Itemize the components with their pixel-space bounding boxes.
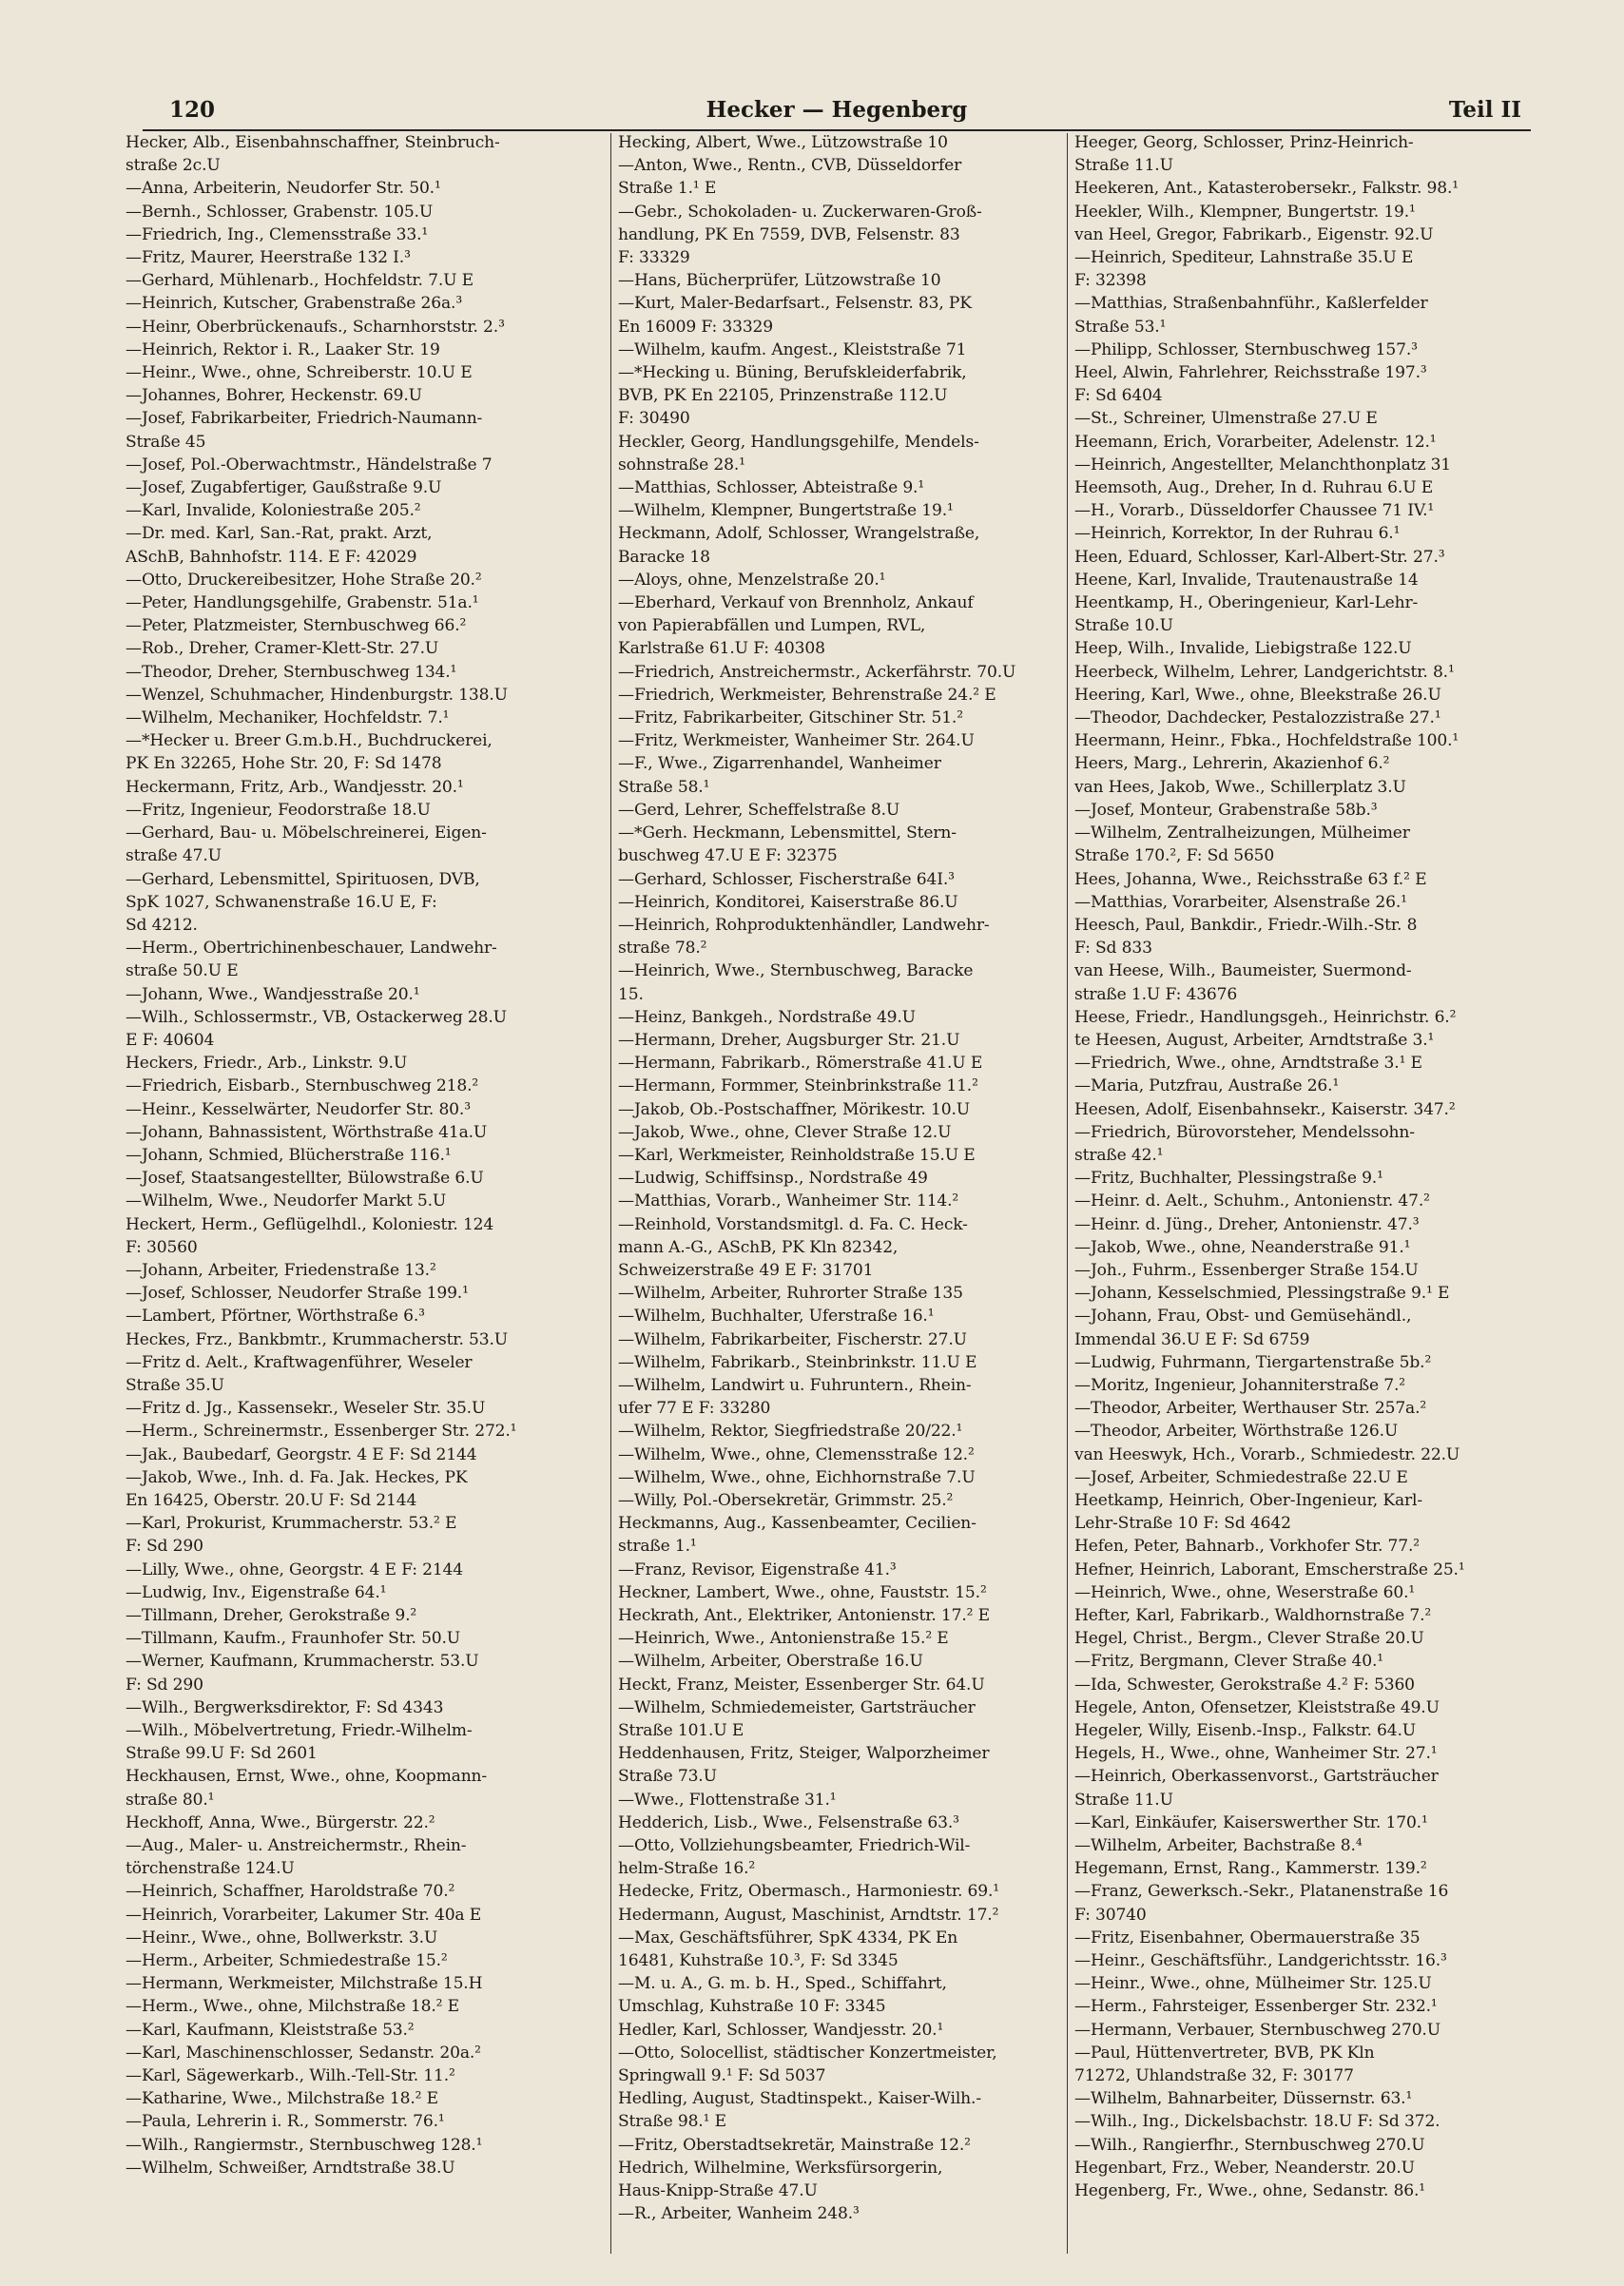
- directory-entry: Hegel, Christ., Bergm., Clever Straße 20.U: [1074, 1629, 1424, 1649]
- directory-entry: —Matthias, Vorarbeiter, Alsenstraße 26.¹: [1074, 892, 1407, 912]
- directory-entry: 71272, Uhlandstraße 32, F: 30177: [1074, 2066, 1354, 2086]
- directory-entry: —Hermann, Dreher, Augsburger Str. 21.U: [618, 1030, 960, 1050]
- directory-entry: —Heinr., Geschäftsführ., Landgerichtsstr. 16.³: [1074, 1951, 1447, 1971]
- directory-entry: —Jak., Baubedarf, Georgstr. 4 E F: Sd 2144: [126, 1444, 477, 1464]
- directory-entry: Umschlag, Kuhstraße 10 F: 3345: [618, 1997, 886, 2017]
- directory-entry: —Johann, Frau, Obst- und Gemüsehändl.,: [1074, 1307, 1412, 1327]
- directory-entry: Hegeler, Willy, Eisenb.-Insp., Falkstr. 64.U: [1074, 1721, 1417, 1741]
- column-1: [126, 131, 597, 2179]
- directory-entry: —Bernh., Schlosser, Grabenstr. 105.U: [126, 202, 434, 222]
- directory-entry: —Fritz d. Aelt., Kraftwagenführer, Weseler: [126, 1352, 473, 1372]
- directory-entry: —Wilhelm, Bahnarbeiter, Düssernstr. 63.¹: [1074, 2089, 1413, 2109]
- directory-entry: —Anna, Arbeiterin, Neudorfer Str. 50.¹: [126, 179, 441, 199]
- directory-entry: F: Sd 290: [126, 1537, 203, 1557]
- directory-entry: Hedrich, Wilhelmine, Werksfürsorgerin,: [618, 2158, 943, 2178]
- directory-entry: Heering, Karl, Wwe., ohne, Bleekstraße 26.U: [1074, 685, 1441, 705]
- directory-entry: Sd 4212.: [126, 915, 198, 935]
- directory-entry: —Wilhelm, Buchhalter, Uferstraße 16.¹: [618, 1307, 935, 1327]
- directory-entry: —Wilhelm, Arbeiter, Oberstraße 16.U: [618, 1652, 923, 1672]
- directory-entry: Hegenberg, Fr., Wwe., ohne, Sedanstr. 86.¹: [1074, 2181, 1426, 2201]
- directory-entry: —Gebr., Schokoladen- u. Zuckerwaren-Groß-: [618, 202, 982, 222]
- directory-entry: —R., Arbeiter, Wanheim 248.³: [618, 2204, 860, 2224]
- directory-entry: —Friedrich, Wwe., ohne, Arndtstraße 3.¹ E: [1074, 1054, 1422, 1074]
- directory-entry: —Wilhelm, Zentralheizungen, Mülheimer: [1074, 823, 1410, 843]
- directory-entry: —Wwe., Flottenstraße 31.¹: [618, 1790, 837, 1810]
- directory-entry: —Karl, Kaufmann, Kleiststraße 53.²: [126, 2020, 415, 2040]
- directory-entry: —Matthias, Schlosser, Abteistraße 9.¹: [618, 478, 925, 498]
- directory-entry: —Wilh., Möbelvertretung, Friedr.-Wilhelm-: [126, 1721, 473, 1741]
- directory-entry: Heentkamp, H., Oberingenieur, Karl-Lehr-: [1074, 593, 1419, 613]
- directory-entry: —Wilhelm, Klempner, Bungertstraße 19.¹: [618, 501, 954, 521]
- directory-entry: —Hermann, Verbauer, Sternbuschweg 270.U: [1074, 2020, 1440, 2040]
- directory-entry: Heddenhausen, Fritz, Steiger, Walporzheimer: [618, 1744, 990, 1764]
- directory-entry: —Fritz, Maurer, Heerstraße 132 I.³: [126, 248, 411, 268]
- directory-entry: handlung, PK En 7559, DVB, Felsenstr. 83: [618, 224, 960, 244]
- directory-entry: van Heel, Gregor, Fabrikarb., Eigenstr. 92.U: [1074, 224, 1434, 244]
- directory-entry: Heckert, Herm., Geflügelhdl., Koloniestr. 124: [126, 1214, 494, 1234]
- directory-entry: straße 1.¹: [618, 1537, 697, 1557]
- directory-entry: —Wilh., Ing., Dickelsbachstr. 18.U F: Sd 372.: [1074, 2112, 1440, 2132]
- directory-entry: E F: 40604: [126, 1030, 215, 1050]
- directory-entry: —Johann, Schmied, Blücherstraße 116.¹: [126, 1145, 452, 1165]
- directory-entry: —Rob., Dreher, Cramer-Klett-Str. 27.U: [126, 639, 439, 659]
- directory-entry: F: Sd 290: [126, 1675, 203, 1695]
- directory-entry: —M. u. A., G. m. b. H., Sped., Schiffahrt,: [618, 1974, 947, 1994]
- directory-entry: —Heinr., Wwe., ohne, Mülheimer Str. 125.U: [1074, 1974, 1432, 1994]
- directory-entry: Heckers, Friedr., Arb., Linkstr. 9.U: [126, 1054, 408, 1074]
- directory-entry: —Heinrich, Wwe., ohne, Weserstraße 60.¹: [1074, 1582, 1416, 1602]
- directory-entry: —Werner, Kaufmann, Krummacherstr. 53.U: [126, 1652, 479, 1672]
- directory-entry: Hedderich, Lisb., Wwe., Felsenstraße 63.³: [618, 1812, 959, 1832]
- directory-entry: —Ida, Schwester, Gerokstraße 4.² F: 5360: [1074, 1675, 1415, 1695]
- directory-entry: F: 33329: [618, 248, 690, 268]
- directory-entry: —Heinz, Bankgeh., Nordstraße 49.U: [618, 1007, 916, 1027]
- directory-entry: —H., Vorarb., Düsseldorfer Chaussee 71 IV.¹: [1074, 501, 1435, 521]
- directory-entry: Straße 58.¹: [618, 777, 710, 797]
- directory-entry: —Wilhelm, Rektor, Siegfriedstraße 20/22.¹: [618, 1422, 963, 1442]
- directory-entry: —Friedrich, Werkmeister, Behrenstraße 24.² E: [618, 685, 996, 705]
- directory-entry: —St., Schreiner, Ulmenstraße 27.U E: [1074, 409, 1378, 429]
- directory-entry: —Herm., Arbeiter, Schmiedestraße 15.²: [126, 1951, 448, 1971]
- directory-entry: straße 2c.U: [126, 156, 221, 176]
- directory-entry: van Heese, Wilh., Baumeister, Suermond-: [1074, 961, 1412, 981]
- directory-entry: Heers, Marg., Lehrerin, Akazienhof 6.²: [1074, 754, 1390, 774]
- directory-entry: —Hermann, Formmer, Steinbrinkstraße 11.²: [618, 1076, 978, 1096]
- directory-entry: Hegenbart, Frz., Weber, Neanderstr. 20.U: [1074, 2158, 1415, 2178]
- directory-entry: —Wilhelm, Schweißer, Arndtstraße 38.U: [126, 2158, 455, 2178]
- directory-entry: —Gerhard, Lebensmittel, Spirituosen, DVB,: [126, 869, 480, 889]
- directory-entry: —Johann, Arbeiter, Friedenstraße 13.²: [126, 1260, 436, 1280]
- directory-entry: Heen, Eduard, Schlosser, Karl-Albert-Str. 27.³: [1074, 547, 1445, 567]
- directory-entry: F: Sd 833: [1074, 939, 1152, 959]
- directory-entry: —Friedrich, Bürovorsteher, Mendelssohn-: [1074, 1122, 1415, 1142]
- directory-entry: Heeger, Georg, Schlosser, Prinz-Heinrich-: [1074, 133, 1414, 152]
- directory-entry: —Dr. med. Karl, San.-Rat, prakt. Arzt,: [126, 524, 433, 544]
- directory-entry: Karlstraße 61.U F: 40308: [618, 639, 825, 659]
- directory-entry: —*Gerh. Heckmann, Lebensmittel, Stern-: [618, 823, 957, 843]
- directory-entry: Hegele, Anton, Ofensetzer, Kleiststraße 49.U: [1074, 1697, 1440, 1717]
- column-3: [1074, 131, 1546, 2202]
- directory-entry: —Fritz d. Jg., Kassensekr., Weseler Str. 35.U: [126, 1399, 486, 1419]
- directory-entry: —Wilhelm, Wwe., Neudorfer Markt 5.U: [126, 1191, 447, 1211]
- directory-entry: —Heinrich, Angestellter, Melanchthonplatz 31: [1074, 455, 1452, 475]
- directory-entry: Heckes, Frz., Bankbmtr., Krummacherstr. 53.U: [126, 1329, 509, 1349]
- directory-entry: —Ludwig, Inv., Eigenstraße 64.¹: [126, 1582, 387, 1602]
- directory-entry: te Heesen, August, Arbeiter, Arndtstraße 3.¹: [1074, 1030, 1435, 1050]
- directory-entry: —Peter, Handlungsgehilfe, Grabenstr. 51a.¹: [126, 593, 479, 613]
- directory-entry: —Joh., Fuhrm., Essenberger Straße 154.U: [1074, 1260, 1419, 1280]
- directory-entry: Springwall 9.¹ F: Sd 5037: [618, 2066, 826, 2086]
- directory-entry: —Fritz, Werkmeister, Wanheimer Str. 264.U: [618, 731, 975, 751]
- directory-entry: —Gerhard, Bau- u. Möbelschreinerei, Eigen-: [126, 823, 487, 843]
- directory-entry: —Herm., Fahrsteiger, Essenberger Str. 232.¹: [1074, 1997, 1438, 2017]
- directory-entry: —Willy, Pol.-Obersekretär, Grimmstr. 25.²: [618, 1490, 954, 1510]
- directory-entry: —Heinr. d. Jüng., Dreher, Antonienstr. 47.³: [1074, 1214, 1420, 1234]
- directory-entry: Haus-Knipp-Straße 47.U: [618, 2181, 818, 2201]
- directory-entry: Heemann, Erich, Vorarbeiter, Adelenstr. 12.¹: [1074, 432, 1437, 452]
- directory-entry: —Heinrich, Oberkassenvorst., Gartsträucher: [1074, 1767, 1439, 1787]
- directory-entry: —Hans, Bücherprüfer, Lützowstraße 10: [618, 271, 941, 291]
- directory-entry: —Franz, Revisor, Eigenstraße 41.³: [618, 1560, 897, 1579]
- directory-entry: —Wilhelm, Fabrikarb., Steinbrinkstr. 11.U E: [618, 1352, 977, 1372]
- directory-entry: Heesch, Paul, Bankdir., Friedr.-Wilh.-Str. 8: [1074, 915, 1418, 935]
- directory-entry: —Heinr., Wwe., ohne, Bollwerkstr. 3.U: [126, 1928, 438, 1947]
- directory-entry: —Reinhold, Vorstandsmitgl. d. Fa. C. Heck-: [618, 1214, 968, 1234]
- directory-entry: —Josef, Zugabfertiger, Gaußstraße 9.U: [126, 478, 442, 498]
- directory-entry: —Friedrich, Ing., Clemensstraße 33.¹: [126, 224, 429, 244]
- directory-entry: von Papierabfällen und Lumpen, RVL,: [618, 616, 926, 636]
- directory-entry: —F., Wwe., Zigarrenhandel, Wanheimer: [618, 754, 941, 774]
- directory-entry: straße 47.U: [126, 846, 222, 866]
- directory-entry: ASchB, Bahnhofstr. 114. E F: 42029: [126, 547, 417, 567]
- directory-entry: F: 32398: [1074, 271, 1147, 291]
- directory-entry: —Philipp, Schlosser, Sternbuschweg 157.³: [1074, 339, 1418, 359]
- directory-entry: —Karl, Maschinenschlosser, Sedanstr. 20a.²: [126, 2043, 481, 2063]
- directory-entry: —Josef, Staatsangestellter, Bülowstraße 6.U: [126, 1169, 484, 1189]
- directory-entry: —Wilhelm, Wwe., ohne, Eichhornstraße 7.U: [618, 1467, 976, 1487]
- directory-entry: —Heinrich, Korrektor, In der Ruhrau 6.¹: [1074, 524, 1401, 544]
- directory-entry: Heesen, Adolf, Eisenbahnsekr., Kaiserstr. 347.²: [1074, 1099, 1456, 1119]
- directory-entry: buschweg 47.U E F: 32375: [618, 846, 838, 866]
- directory-entry: Straße 170.², F: Sd 5650: [1074, 846, 1275, 866]
- directory-entry: —Heinrich, Konditorei, Kaiserstraße 86.U: [618, 892, 958, 912]
- directory-entry: —Wilh., Bergwerksdirektor, F: Sd 4343: [126, 1697, 444, 1717]
- directory-entry: Hecking, Albert, Wwe., Lützowstraße 10: [618, 133, 948, 152]
- directory-entry: Heckt, Franz, Meister, Essenberger Str. 64.U: [618, 1675, 985, 1695]
- directory-entry: —Wilhelm, Wwe., ohne, Clemensstraße 12.²: [618, 1444, 975, 1464]
- directory-entry: —Jakob, Wwe., ohne, Clever Straße 12.U: [618, 1122, 952, 1142]
- directory-entry: —Josef, Arbeiter, Schmiedestraße 22.U E: [1074, 1467, 1408, 1487]
- directory-entry: van Hees, Jakob, Wwe., Schillerplatz 3.U: [1074, 777, 1406, 797]
- directory-entry: Straße 1.¹ E: [618, 179, 717, 199]
- directory-entry: —Karl, Sägewerkarb., Wilh.-Tell-Str. 11.²: [126, 2066, 455, 2086]
- directory-entry: —Maria, Putzfrau, Austraße 26.¹: [1074, 1076, 1340, 1096]
- page-header: [143, 91, 1531, 131]
- directory-entry: —Fritz, Ingenieur, Feodorstraße 18.U: [126, 800, 431, 820]
- directory-entry: —Heinrich, Wwe., Antonienstraße 15.² E: [618, 1629, 949, 1649]
- directory-entry: —Theodor, Dreher, Sternbuschweg 134.¹: [126, 662, 457, 682]
- directory-entry: —Otto, Vollziehungsbeamter, Friedrich-Wil-: [618, 1836, 971, 1856]
- directory-entry: —Theodor, Dachdecker, Pestalozzistraße 27.¹: [1074, 708, 1441, 728]
- directory-entry: —Peter, Platzmeister, Sternbuschweg 66.²: [126, 616, 467, 636]
- directory-entry: —Josef, Schlosser, Neudorfer Straße 199.¹: [126, 1284, 469, 1304]
- directory-entry: Straße 99.U F: Sd 2601: [126, 1744, 318, 1764]
- directory-entry: straße 50.U E: [126, 961, 239, 981]
- directory-entry: Heetkamp, Heinrich, Ober-Ingenieur, Karl-: [1074, 1490, 1422, 1510]
- directory-entry: —Matthias, Straßenbahnführ., Kaßlerfelder: [1074, 294, 1428, 314]
- directory-entry: —Ludwig, Schiffsinsp., Nordstraße 49: [618, 1169, 928, 1189]
- directory-entry: —Wilhelm, Fabrikarbeiter, Fischerstr. 27.U: [618, 1329, 967, 1349]
- directory-entry: Straße 35.U: [126, 1375, 224, 1395]
- directory-entry: straße 1.U F: 43676: [1074, 984, 1238, 1004]
- directory-entry: Hedermann, August, Maschinist, Arndtstr. 17.²: [618, 1905, 999, 1925]
- directory-entry: —Fritz, Buchhalter, Plessingstraße 9.¹: [1074, 1169, 1383, 1189]
- directory-entry: Heckhausen, Ernst, Wwe., ohne, Koopmann-: [126, 1767, 488, 1787]
- directory-entry: —Fritz, Oberstadtsekretär, Mainstraße 12.²: [618, 2135, 971, 2155]
- directory-entry: —Heinr, Oberbrückenaufs., Scharnhorststr. 2.³: [126, 317, 505, 337]
- directory-entry: F: 30740: [1074, 1905, 1147, 1925]
- directory-entry: —Heinrich, Spediteur, Lahnstraße 35.U E: [1074, 248, 1414, 268]
- directory-entry: Immendal 36.U E F: Sd 6759: [1074, 1329, 1310, 1349]
- directory-entry: —Johann, Kesselschmied, Plessingstraße 9.¹ E: [1074, 1284, 1450, 1304]
- directory-entry: Hedling, August, Stadtinspekt., Kaiser-Wilh.-: [618, 2089, 981, 2109]
- directory-entry: —Heinrich, Schaffner, Haroldstraße 70.²: [126, 1882, 455, 1902]
- directory-entry: Heckler, Georg, Handlungsgehilfe, Mendels-: [618, 432, 979, 452]
- directory-entry: —Karl, Einkäufer, Kaiserswerther Str. 170.¹: [1074, 1812, 1428, 1832]
- directory-entry: Straße 11.U: [1074, 1790, 1173, 1810]
- directory-entry: Hefter, Karl, Fabrikarb., Waldhornstraße 7.²: [1074, 1606, 1432, 1625]
- directory-entry: —Wilhelm, Mechaniker, Hochfeldstr. 7.¹: [126, 708, 450, 728]
- directory-entry: Heemsoth, Aug., Dreher, In d. Ruhrau 6.U E: [1074, 478, 1434, 498]
- directory-entry: Heekeren, Ant., Katasterobersekr., Falkstr. 98.¹: [1074, 179, 1459, 199]
- directory-entry: mann A.-G., ASchB, PK Kln 82342,: [618, 1237, 899, 1257]
- directory-entry: Heckhoff, Anna, Wwe., Bürgerstr. 22.²: [126, 1812, 435, 1832]
- directory-entry: —Kurt, Maler-Bedarfsart., Felsenstr. 83, PK: [618, 294, 972, 314]
- directory-entry: Hegemann, Ernst, Rang., Kammerstr. 139.²: [1074, 1859, 1427, 1879]
- directory-entry: —Karl, Werkmeister, Reinholdstraße 15.U E: [618, 1145, 976, 1165]
- directory-entry: Straße 101.U E: [618, 1721, 744, 1741]
- directory-entry: Heel, Alwin, Fahrlehrer, Reichsstraße 197.³: [1074, 363, 1427, 383]
- directory-entry: Straße 45: [126, 432, 206, 452]
- column-divider: [610, 133, 611, 2254]
- directory-entry: helm-Straße 16.²: [618, 1859, 756, 1879]
- directory-entry: Straße 11.U: [1074, 156, 1173, 176]
- directory-entry: —Heinrich, Rohproduktenhändler, Landwehr-: [618, 915, 990, 935]
- directory-entry: F: 30560: [126, 1237, 198, 1257]
- directory-entry: —Franz, Gewerksch.-Sekr., Platanenstraße 16: [1074, 1882, 1449, 1902]
- directory-entry: —Wilh., Rangierfhr., Sternbuschweg 270.U: [1074, 2135, 1425, 2155]
- directory-entry: Hees, Johanna, Wwe., Reichsstraße 63 f.² E: [1074, 869, 1427, 889]
- directory-entry: —Herm., Schreinermstr., Essenberger Str. 272.¹: [126, 1422, 517, 1442]
- directory-entry: Heckermann, Fritz, Arb., Wandjesstr. 20.¹: [126, 777, 464, 797]
- directory-entry: —Aloys, ohne, Menzelstraße 20.¹: [618, 570, 886, 590]
- directory-entry: —Friedrich, Eisbarb., Sternbuschweg 218.²: [126, 1076, 479, 1096]
- directory-entry: Hefen, Peter, Bahnarb., Vorkhofer Str. 77.²: [1074, 1537, 1420, 1557]
- directory-entry: SpK 1027, Schwanenstraße 16.U E, F:: [126, 892, 437, 912]
- directory-entry: —Jakob, Ob.-Postschaffner, Mörikestr. 10.U: [618, 1099, 970, 1119]
- directory-entry: —Friedrich, Anstreichermstr., Ackerfährstr. 70.U: [618, 662, 1016, 682]
- directory-entry: —Karl, Prokurist, Krummacherstr. 53.² E: [126, 1514, 457, 1534]
- directory-entry: Hecker, Alb., Eisenbahnschaffner, Steinbruch-: [126, 133, 500, 152]
- page-number: 120: [169, 97, 216, 123]
- directory-entry: Schweizerstraße 49 E F: 31701: [618, 1260, 874, 1280]
- directory-entry: straße 42.¹: [1074, 1145, 1164, 1165]
- directory-entry: —Josef, Monteur, Grabenstraße 58b.³: [1074, 800, 1378, 820]
- directory-entry: Heckmanns, Aug., Kassenbeamter, Cecilien-: [618, 1514, 976, 1534]
- directory-entry: Hegels, H., Wwe., ohne, Wanheimer Str. 27.¹: [1074, 1744, 1438, 1764]
- directory-entry: —Theodor, Arbeiter, Werthauser Str. 257a.²: [1074, 1399, 1427, 1419]
- directory-entry: Heermann, Heinr., Fbka., Hochfeldstraße 100.¹: [1074, 731, 1460, 751]
- directory-entry: törchenstraße 124.U: [126, 1859, 295, 1879]
- directory-entry: Heese, Friedr., Handlungsgeh., Heinrichstr. 6.²: [1074, 1007, 1457, 1027]
- directory-entry: Heep, Wilh., Invalide, Liebigstraße 122.U: [1074, 639, 1412, 659]
- directory-entry: —Johann, Wwe., Wandjesstraße 20.¹: [126, 984, 420, 1004]
- directory-entry: —Tillmann, Kaufm., Fraunhofer Str. 50.U: [126, 1629, 461, 1649]
- directory-entry: —Heinr., Kesselwärter, Neudorfer Str. 80.³: [126, 1099, 471, 1119]
- directory-entry: —Wilhelm, Landwirt u. Fuhruntern., Rhein-: [618, 1375, 972, 1395]
- directory-entry: —Heinr. d. Aelt., Schuhm., Antonienstr. 47.²: [1074, 1191, 1430, 1211]
- directory-entry: —Fritz, Bergmann, Clever Straße 40.¹: [1074, 1652, 1383, 1672]
- directory-entry: —Gerd, Lehrer, Scheffelstraße 8.U: [618, 800, 900, 820]
- directory-entry: —Wilhelm, Schmiedemeister, Gartsträucher: [618, 1697, 976, 1717]
- directory-entry: —Matthias, Vorarb., Wanheimer Str. 114.²: [618, 1191, 959, 1211]
- directory-entry: —Anton, Wwe., Rentn., CVB, Düsseldorfer: [618, 156, 962, 176]
- directory-entry: —*Hecker u. Breer G.m.b.H., Buchdruckerei,: [126, 731, 493, 751]
- directory-entry: Lehr-Straße 10 F: Sd 4642: [1074, 1514, 1291, 1534]
- directory-entry: —Lambert, Pförtner, Wörthstraße 6.³: [126, 1307, 425, 1327]
- directory-entry: —Heinrich, Wwe., Sternbuschweg, Baracke: [618, 961, 974, 981]
- directory-entry: Heckrath, Ant., Elektriker, Antonienstr. 17.² E: [618, 1606, 990, 1625]
- directory-entry: —Herm., Wwe., ohne, Milchstraße 18.² E: [126, 1997, 459, 2017]
- directory-entry: BVB, PK En 22105, Prinzenstraße 112.U: [618, 386, 948, 406]
- directory-entry: Straße 98.¹ E: [618, 2112, 726, 2132]
- directory-entry: —Fritz, Eisenbahner, Obermauerstraße 35: [1074, 1928, 1421, 1947]
- directory-entry: —Hermann, Fabrikarb., Römerstraße 41.U E: [618, 1054, 983, 1074]
- directory-entry: —Otto, Solocellist, städtischer Konzertmeister,: [618, 2043, 997, 2063]
- directory-entry: sohnstraße 28.¹: [618, 455, 745, 475]
- directory-entry: Heckmann, Adolf, Schlosser, Wrangelstraße,: [618, 524, 980, 544]
- column-2: [618, 131, 1090, 2225]
- directory-entry: Straße 10.U: [1074, 616, 1173, 636]
- directory-entry: Heekler, Wilh., Klempner, Bungertstr. 19.¹: [1074, 202, 1416, 222]
- directory-entry: —Heinrich, Vorarbeiter, Lakumer Str. 40a E: [126, 1905, 482, 1925]
- directory-entry: —Johann, Bahnassistent, Wörthstraße 41a.U: [126, 1122, 488, 1142]
- directory-entry: —Jakob, Wwe., Inh. d. Fa. Jak. Heckes, PK: [126, 1467, 468, 1487]
- directory-entry: —Herm., Obertrichinenbeschauer, Landwehr-: [126, 939, 497, 959]
- directory-entry: —Josef, Fabrikarbeiter, Friedrich-Naumann-: [126, 409, 483, 429]
- directory-entry: —Wenzel, Schuhmacher, Hindenburgstr. 138.U: [126, 685, 508, 705]
- directory-entry: —Johannes, Bohrer, Heckenstr. 69.U: [126, 386, 422, 406]
- directory-entry: F: 30490: [618, 409, 690, 429]
- directory-entry: —Lilly, Wwe., ohne, Georgstr. 4 E F: 2144: [126, 1560, 464, 1579]
- directory-entry: Straße 53.¹: [1074, 317, 1167, 337]
- directory-entry: —Wilhelm, Arbeiter, Ruhrorter Straße 135: [618, 1284, 963, 1304]
- directory-entry: —Ludwig, Fuhrmann, Tiergartenstraße 5b.²: [1074, 1352, 1432, 1372]
- directory-entry: 16481, Kuhstraße 10.³, F: Sd 3345: [618, 1951, 899, 1971]
- directory-entry: —Jakob, Wwe., ohne, Neanderstraße 91.¹: [1074, 1237, 1411, 1257]
- directory-entry: Baracke 18: [618, 547, 710, 567]
- directory-entry: —Wilh., Rangiermstr., Sternbuschweg 128.¹: [126, 2135, 483, 2155]
- directory-entry: —Wilhelm, kaufm. Angest., Kleiststraße 71: [618, 339, 967, 359]
- directory-entry: —Otto, Druckereibesitzer, Hohe Straße 20.²: [126, 570, 482, 590]
- directory-entry: —Katharine, Wwe., Milchstraße 18.² E: [126, 2089, 438, 2109]
- directory-entry: F: Sd 6404: [1074, 386, 1163, 406]
- directory-entry: ufer 77 E F: 33280: [618, 1399, 771, 1419]
- directory-entry: —*Hecking u. Büning, Berufskleiderfabrik,: [618, 363, 967, 383]
- directory-entry: —Heinr., Wwe., ohne, Schreiberstr. 10.U E: [126, 363, 473, 383]
- directory-entry: —Heinrich, Rektor i. R., Laaker Str. 19: [126, 339, 440, 359]
- directory-entry: straße 80.¹: [126, 1790, 215, 1810]
- directory-entry: —Aug., Maler- u. Anstreichermstr., Rhein-: [126, 1836, 467, 1856]
- directory-entry: —Wilhelm, Arbeiter, Bachstraße 8.⁴: [1074, 1836, 1363, 1856]
- directory-entry: —Max, Geschäftsführer, SpK 4334, PK En: [618, 1928, 958, 1947]
- directory-entry: Hedecke, Fritz, Obermasch., Harmoniestr. 69.¹: [618, 1882, 999, 1902]
- page-title: Hecker — Hegenberg: [706, 97, 968, 123]
- directory-entry: —Hermann, Werkmeister, Milchstraße 15.H: [126, 1974, 483, 1994]
- directory-entry: Heerbeck, Wilhelm, Lehrer, Landgerichtstr. 8.¹: [1074, 662, 1455, 682]
- directory-entry: —Gerhard, Mühlenarb., Hochfeldstr. 7.U E: [126, 271, 474, 291]
- directory-entry: —Eberhard, Verkauf von Brennholz, Ankauf: [618, 593, 974, 613]
- directory-entry: —Fritz, Fabrikarbeiter, Gitschiner Str. 51.²: [618, 708, 963, 728]
- directory-entry: straße 78.²: [618, 939, 707, 959]
- directory-entry: PK En 32265, Hohe Str. 20, F: Sd 1478: [126, 754, 442, 774]
- directory-entry: Straße 73.U: [618, 1767, 717, 1787]
- directory-entry: Hefner, Heinrich, Laborant, Emscherstraße 25.¹: [1074, 1560, 1465, 1579]
- directory-entry: —Karl, Invalide, Koloniestraße 205.²: [126, 501, 421, 521]
- directory-entry: —Heinrich, Kutscher, Grabenstraße 26a.³: [126, 294, 463, 314]
- directory-entry: van Heeswyk, Hch., Vorarb., Schmiedestr. 22.U: [1074, 1444, 1460, 1464]
- directory-entry: 15.: [618, 984, 644, 1004]
- directory-entry: En 16425, Oberstr. 20.U F: Sd 2144: [126, 1490, 417, 1510]
- directory-entry: —Theodor, Arbeiter, Wörthstraße 126.U: [1074, 1422, 1399, 1442]
- directory-entry: Heene, Karl, Invalide, Trautenaustraße 14: [1074, 570, 1419, 590]
- part-label: Teil II: [1448, 97, 1521, 123]
- directory-entry: —Paul, Hüttenvertreter, BVB, PK Kln: [1074, 2043, 1375, 2063]
- directory-entry: —Paula, Lehrerin i. R., Sommerstr. 76.¹: [126, 2112, 445, 2132]
- directory-entry: —Tillmann, Dreher, Gerokstraße 9.²: [126, 1606, 417, 1625]
- directory-entry: —Moritz, Ingenieur, Johanniterstraße 7.²: [1074, 1375, 1405, 1395]
- directory-entry: —Josef, Pol.-Oberwachtmstr., Händelstraße 7: [126, 455, 493, 475]
- directory-entry: Heckner, Lambert, Wwe., ohne, Fauststr. 15.²: [618, 1582, 987, 1602]
- directory-entry: Hedler, Karl, Schlosser, Wandjesstr. 20.¹: [618, 2020, 944, 2040]
- directory-entry: —Wilh., Schlossermstr., VB, Ostackerweg 28.U: [126, 1007, 507, 1027]
- directory-entry: En 16009 F: 33329: [618, 317, 774, 337]
- directory-entry: —Gerhard, Schlosser, Fischerstraße 64I.³: [618, 869, 955, 889]
